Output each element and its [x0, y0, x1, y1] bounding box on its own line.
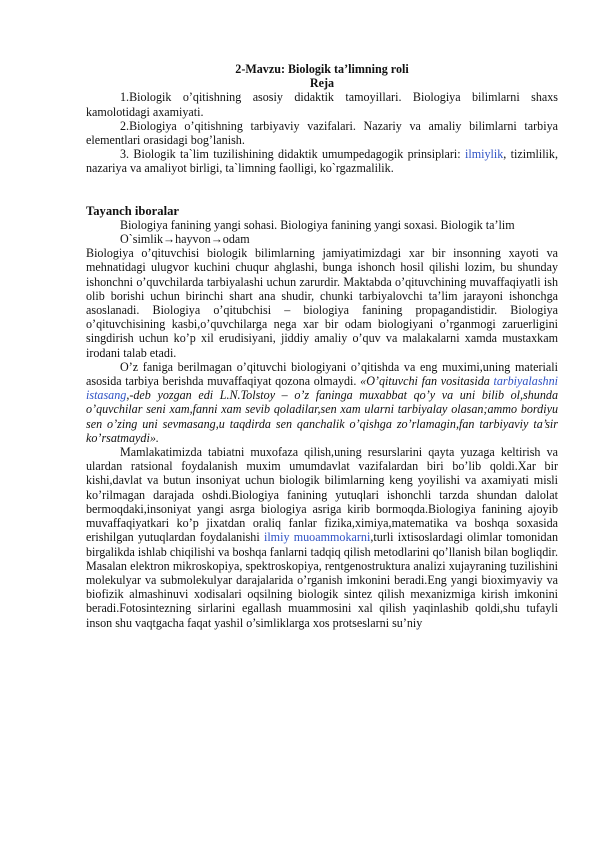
section-heading: Tayanch iboralar — [86, 203, 179, 218]
para3-text-a: Mamlakatimizda tabiatni muxofaza qilish,uning resurslarini qayta yuzaga keltirish va ulardan ratsional foydalanish muxim umumdavlat vazifalardan biri bo’lib qoldi.Xar bir kishi,davlat va butun insoniyat uchun biologik bilimlarning keng yoyilishi va axamiyati misli ko’rilmagan darajada oshdi.Biologiya fanining yutuqlari ishonchli tarzda shundan dalolat bermoqdaki,insoniyat yangi asrga biologiya asriga kirib bormoqda.Biologiya fanining ajoyib muvaffaqiyatkari ko’p jixatdan oraliq fanlar fizika,ximiya,matematika va boshqa soxasida erishilgan yutuqlardan foydalanishi — [86, 445, 558, 545]
keywords-paragraph: Biologiya fanining yangi sohasi. Biologiya fanining yangi soxasi. Biologik ta’lim — [120, 217, 515, 232]
page-title: 2-Mavzu: Biologik ta’limning roli — [235, 62, 409, 76]
para3-link-ilmiy[interactable]: ilmiy muoammokarni — [263, 530, 371, 545]
body-paragraph-1: Biologiya o’qituvchisi biologik bilimlarning jamiyatimizdagi xar bir insonning xayoti va mehnatidagi ulugvor kuchini chuqur ahglashi, bunga ishonch hosil qilishi lozim, bu shunday ishonchni o’quvchilarda tarbiyalashi uchun zarurdir. Maktabda o’qituvchining muvaffaqiyatli ish olib borishi uchun birinchi shart ana shudir, chunki tarbiyalovchi ta’lim jarayoni ishonchga asoslanadi. Biologiya o’qitubchisi – biologiya fanining propagandistidir. Biologiya o’qituvchisining kasbi,o’quvchilarga nega xar bir odam biologiyani o’rganmogi zaruerligini singdirish uchun ko’p xil erudisiyani, jiddiy amaliy o’quv va malakalarni xamda mustaxkam irodani talab etadi. — [86, 246, 558, 360]
para2-text-a: O’z faniga berilmagan o’qituvchi biologiyani o’qitishda va eng muximi,uning materiali asosida tarbiya berishda muvaffaqiyat qozona olmaydi. — [86, 359, 558, 389]
plan-link-ilmiylik[interactable]: ilmiylik — [464, 147, 504, 162]
body-paragraph-3 — [86, 445, 558, 630]
keyword-chain: O`simlik→hayvon→odam — [120, 232, 250, 247]
body-paragraph-2 — [86, 360, 558, 445]
document-page — [86, 62, 558, 630]
plan-item-3-text-a: 3. Biologik ta`lim tuzilishining didaktik umumpedagogik prinsiplari: — [120, 147, 465, 162]
tolstoy-quote-end: ,-deb yozgan edi L.N.Tolstoy – o’z faninga muxabbat qo’y va uni bilib ol,shunda o’quvchilar seni xam,fanni xam sevib qoladilar,sen xam ularni tarbiyalay olasan;ammo bordiyu sen o’zing uni sevmasang,u taqdirda sen qanchalik o’qishga zo’rlamagin,fan tarbiyaviy ta’sir ko’rsatmaydi». — [86, 388, 558, 445]
plan-item-1: 1.Biologik o’qitishning asosiy didaktik tamoyillari. Biologiya bilimlarni shaxs kamolotidagi axamiyati. — [86, 90, 558, 119]
quote-link-tarbiyalash[interactable]: tarbiyalashni istasang — [86, 374, 558, 403]
section-gap — [86, 176, 558, 204]
plan-item-3 — [86, 147, 558, 175]
para3-text-b: ,turli ixtisoslardagi olimlar tomonidan birgalikda ishlab chiqilishi va boshqa fanlarni tadqiq qilish metodlarini qo’llanish bilan bogliqdir. Masalan elektron mikroskopiya, spektroskopiya, rentgenostruktura analizi xujayraning tuzilishini molekulyar va submolekulyar darajalarida o’rganish imkonini beradi.Eng yangi bioximyaviy va biofizik almashinuvi xodisalari oqsilning biologik sintez qilish mexanizmiga kirish imkonini beradi.Fotosintezning sirlarini egallash muammosini xal qilish yaqinlashib qoldi,shu tufayli inson shu vaqtgacha faqat yashil o’simliklarga xos protseslarni su’niy — [86, 530, 559, 630]
page-subtitle: Reja — [309, 76, 335, 91]
plan-item-3-text-b: , tizimlilik, nazariya va amaliyot birligi, ta`limning faolligi, ko`rgazmalilik. — [86, 147, 558, 176]
tolstoy-quote-start: «O’qituvchi fan vositasida — [360, 374, 494, 389]
plan-item-2: 2.Biologiya o’qitishning tarbiyaviy vazifalari. Nazariy va amaliy bilimlarni tarbiya elementlari orasidagi bog’lanish. — [86, 118, 558, 148]
